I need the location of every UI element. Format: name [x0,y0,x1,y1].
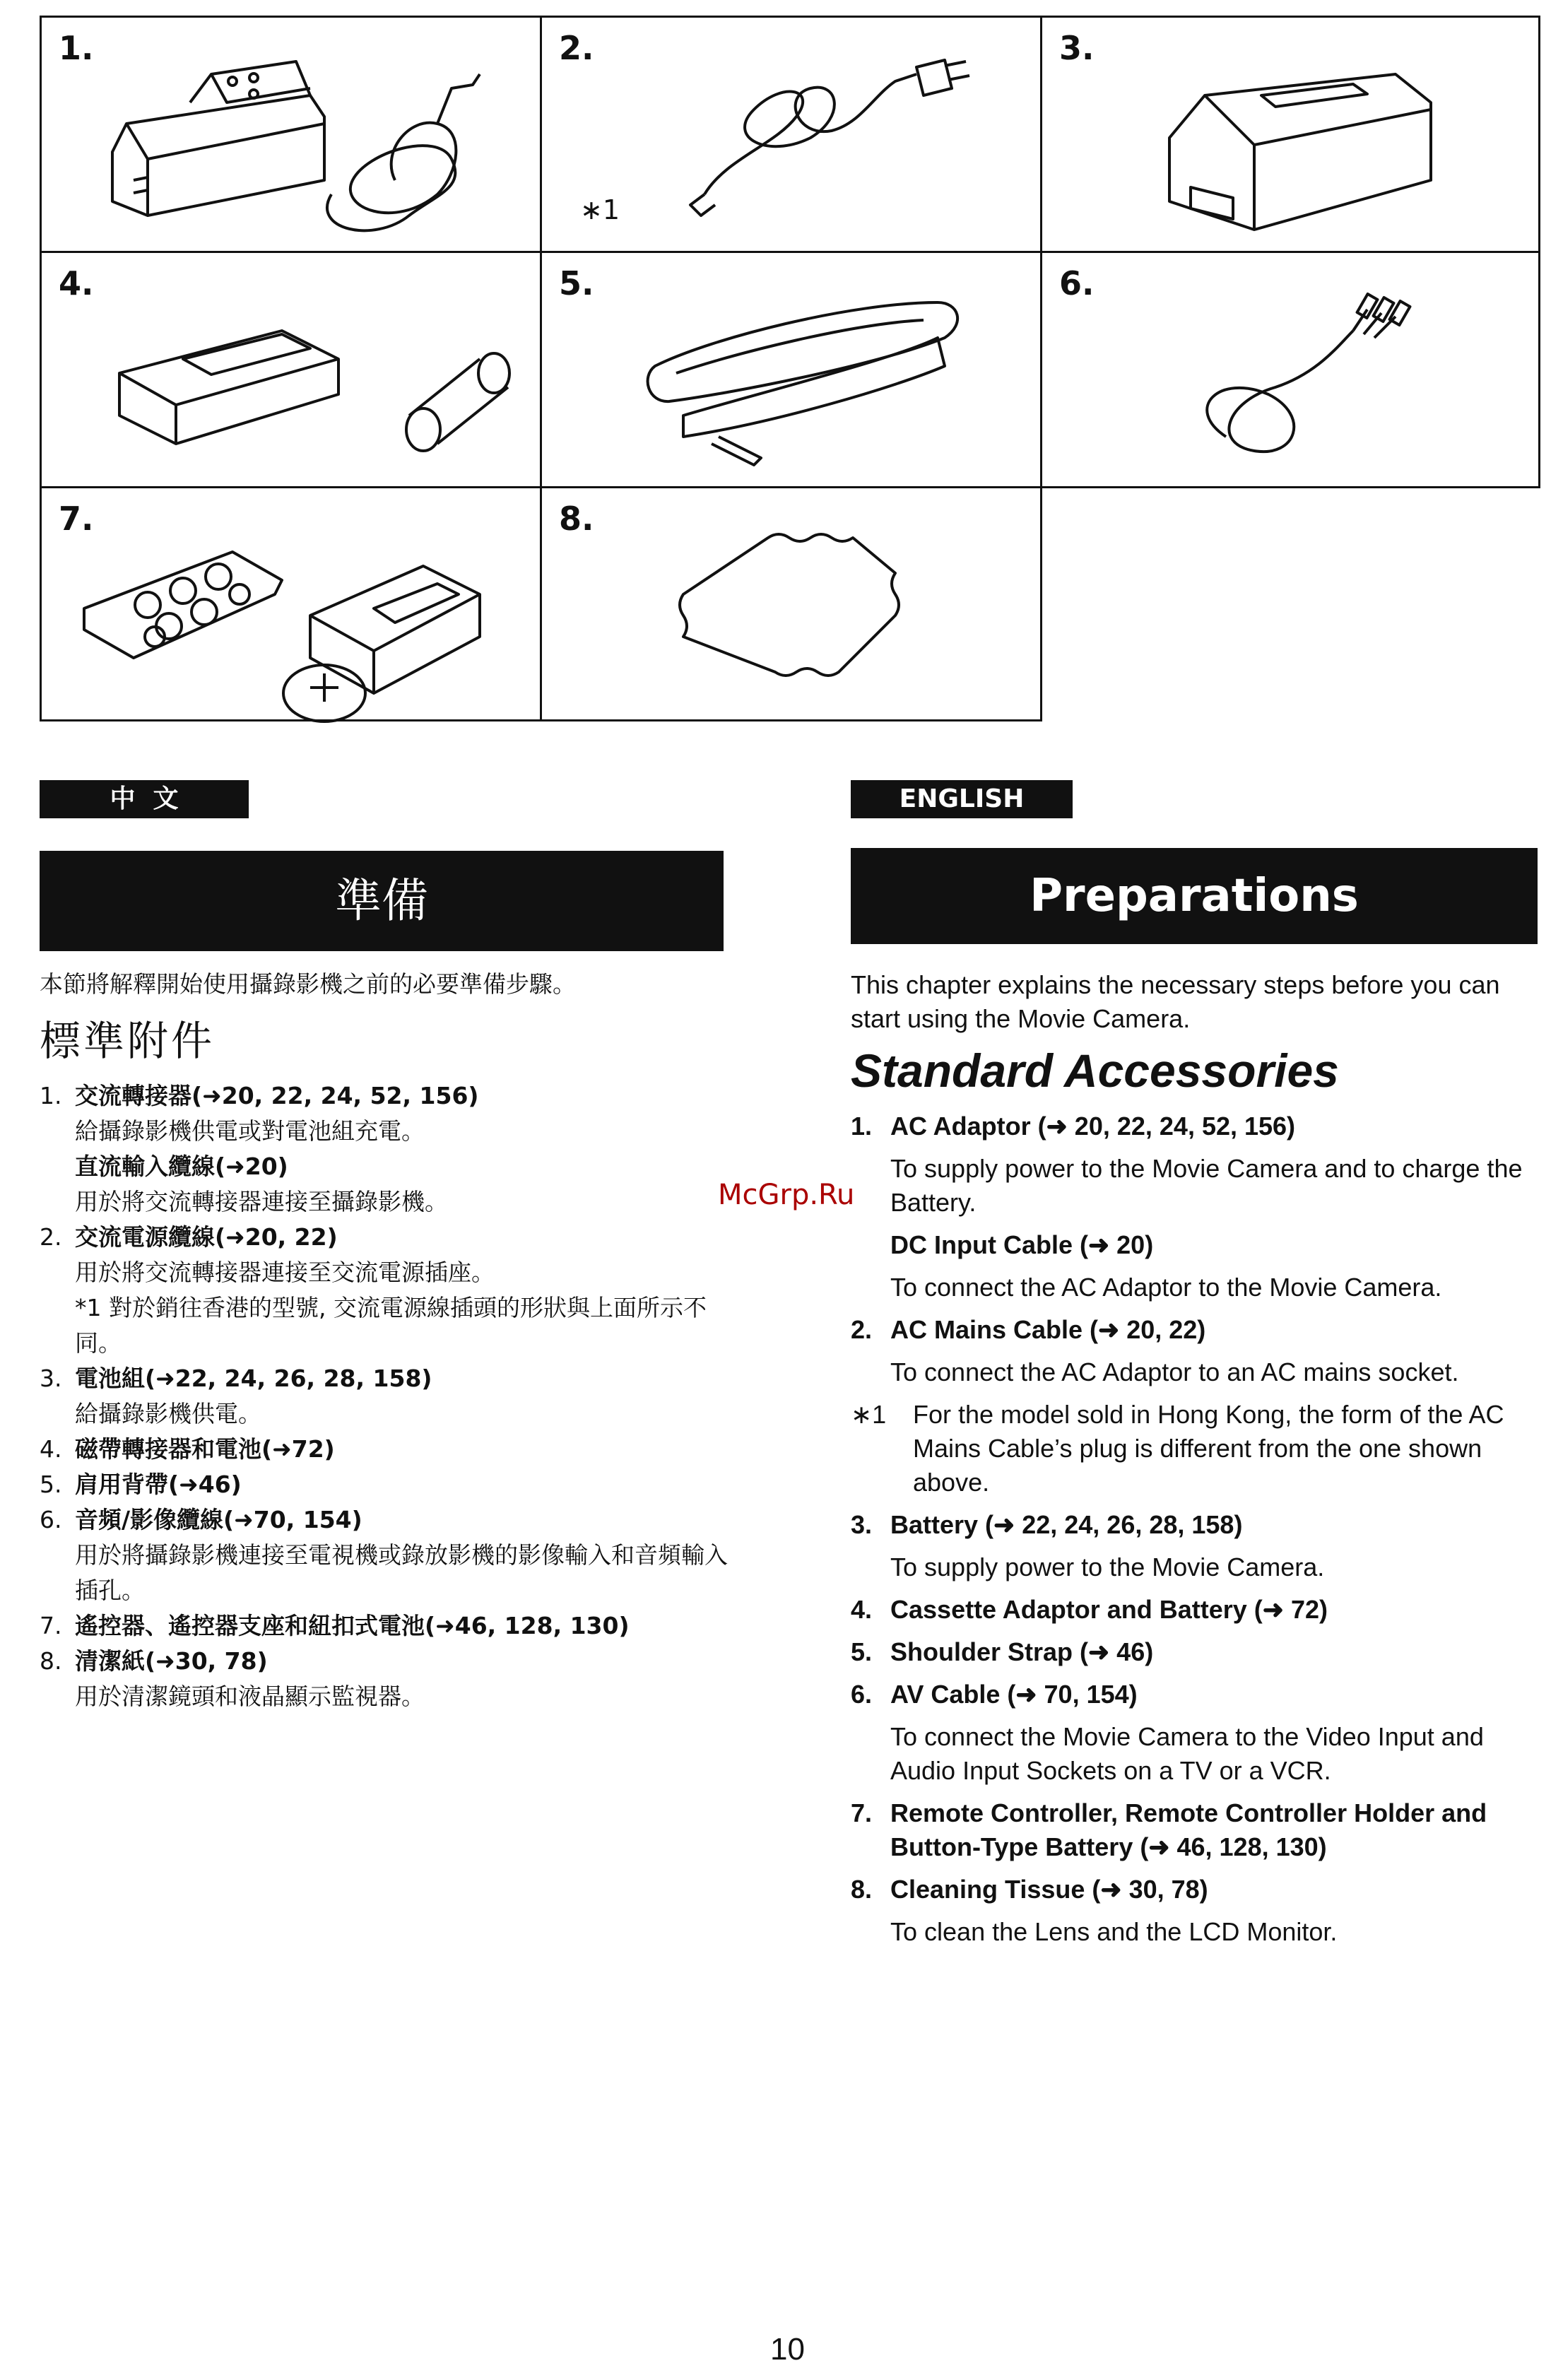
watermark-text: McGrp.Ru [718,1179,855,1211]
list-item [40,1361,732,1432]
list-item [851,1796,1543,1864]
ac-adaptor-illustration [42,18,544,255]
section-banner-chinese: 準備 [40,851,724,951]
cell-label: 7. [59,500,94,538]
list-item [40,1078,732,1220]
item-title: 音頻/影像纜線(➜70, 154) [75,1506,362,1533]
item-number: 6. [851,1680,873,1709]
item-description: To connect the Movie Camera to the Video Input and Audio Input Sockets on a TV or a VCR. [890,1722,1484,1785]
item-number: 1. [40,1082,62,1109]
cell-battery [1040,16,1540,253]
item-description: 給攝錄影機供電。 [75,1400,261,1427]
section-heading: 標準附件 [40,1017,216,1065]
item-number: 7. [851,1798,873,1827]
cell-ac-mains-cable [540,16,1042,253]
cell-label: 1. [59,29,94,67]
language-tag-english: ENGLISH [851,780,1073,818]
list-item [851,1593,1543,1627]
shoulder-strap-illustration [542,253,1044,490]
item-title: Battery (➜ 22, 24, 26, 28, 158) [890,1510,1243,1539]
list-item [851,1678,1543,1788]
chinese-column [40,967,732,1714]
item-title: 電池組(➜22, 24, 26, 28, 158) [75,1365,432,1392]
cell-shoulder-strap [540,251,1042,488]
item-description: 用於將攝錄影機連接至電視機或錄放影機的影像輸入和音頻輸入插孔。 [75,1541,728,1604]
section-heading: Standard Accessories [851,1044,1339,1097]
cell-label: 3. [1059,29,1095,67]
item-subtitle: DC Input Cable (➜ 20) [890,1230,1154,1259]
item-number: 8. [40,1647,62,1675]
item-number: 5. [40,1471,62,1498]
item-footnote: *1 對於銷往香港的型號, 交流電源線插頭的形狀與上面所示不同。 [75,1294,707,1357]
item-title: 交流轉接器(➜20, 22, 24, 52, 156) [75,1082,479,1109]
language-tag-chinese: 中 文 [40,780,249,818]
item-title: 磁帶轉接器和電池(➜72) [75,1435,335,1463]
item-sub-description: 用於將交流轉接器連接至攝錄影機。 [75,1188,448,1215]
item-number: 7. [40,1612,62,1639]
list-item [40,1467,732,1502]
cell-label: 5. [559,264,594,302]
item-number: 4. [40,1435,62,1463]
item-number: 3. [851,1510,873,1539]
cell-label: 2. [559,29,594,67]
item-description: To connect the AC Adaptor to an AC mains socket. [890,1357,1459,1386]
item-sub-description: To connect the AC Adaptor to the Movie Camera. [890,1273,1442,1302]
list-item [40,1432,732,1467]
cell-remote-controller [40,486,542,721]
item-title: 清潔紙(➜30, 78) [75,1647,268,1675]
item-description: To supply power to the Movie Camera and to charge the Battery. [890,1154,1523,1217]
list-item [40,1608,732,1644]
cleaning-tissue-illustration [542,488,1044,724]
item-title: Cleaning Tissue (➜ 30, 78) [890,1875,1208,1904]
item-number: 4. [851,1595,873,1624]
item-number: 2. [851,1315,873,1344]
item-description: 給攝錄影機供電或對電池組充電。 [75,1117,425,1145]
mains-cable-illustration [542,18,1044,255]
item-title: 交流電源纜線(➜20, 22) [75,1223,338,1251]
cell-cassette-adaptor [40,251,542,488]
item-number: 5. [851,1637,873,1666]
list-item [40,1502,732,1608]
item-description: To supply power to the Movie Camera. [890,1553,1325,1581]
item-number: 2. [40,1223,62,1251]
list-item [851,1313,1543,1389]
cassette-adaptor-illustration [42,253,544,490]
cell-label: 6. [1059,264,1095,302]
cell-ac-adaptor [40,16,542,253]
list-item [851,1873,1543,1949]
item-title: AC Adaptor (➜ 20, 22, 24, 52, 156) [890,1112,1296,1141]
item-title: Shoulder Strap (➜ 46) [890,1637,1154,1666]
battery-illustration [1042,18,1543,255]
item-title: 遙控器、遙控器支座和紐扣式電池(➜46, 128, 130) [75,1612,630,1639]
list-item [851,1635,1543,1669]
item-title: 肩用背帶(➜46) [75,1471,242,1498]
english-column [851,968,1543,1957]
item-description: 用於將交流轉接器連接至交流電源插座。 [75,1259,495,1286]
item-title: Cassette Adaptor and Battery (➜ 72) [890,1595,1328,1624]
item-description: To clean the Lens and the LCD Monitor. [890,1917,1338,1946]
item-title: AV Cable (➜ 70, 154) [890,1680,1138,1709]
page-number: 10 [770,2332,805,2367]
cell-label: 8. [559,500,594,538]
item-title: Remote Controller, Remote Controller Holder and Button-Type Battery (➜ 46, 128, 130) [890,1798,1487,1861]
footnote-mark: ∗1 [580,194,620,225]
footnote [851,1398,1543,1500]
footnote-text: For the model sold in Hong Kong, the form of the AC Mains Cable’s plug is different from the one shown above. [913,1400,1504,1497]
item-number: 6. [40,1506,62,1533]
av-cable-illustration [1042,253,1543,490]
intro-text: This chapter explains the necessary steps before you can start using the Movie Camera. [851,970,1500,1033]
footnote-mark: ∗1 [851,1400,887,1429]
section-banner-english: Preparations [851,848,1538,944]
list-item [851,1508,1543,1584]
item-subtitle: 直流輸入纜線(➜20) [75,1153,288,1180]
accessories-grid [40,16,1540,721]
cell-label: 4. [59,264,94,302]
cell-cleaning-tissue [540,486,1042,721]
cell-av-cable [1040,251,1540,488]
list-item [40,1220,732,1361]
remote-controller-illustration [42,488,544,724]
item-number: 1. [851,1112,873,1141]
list-item [40,1644,732,1714]
item-title: AC Mains Cable (➜ 20, 22) [890,1315,1206,1344]
item-number: 8. [851,1875,873,1904]
intro-text: 本節將解釋開始使用攝錄影機之前的必要準備步驟。 [40,970,576,998]
item-description: 用於清潔鏡頭和液晶顯示監視器。 [75,1683,425,1710]
item-number: 3. [40,1365,62,1392]
list-item [851,1109,1543,1304]
